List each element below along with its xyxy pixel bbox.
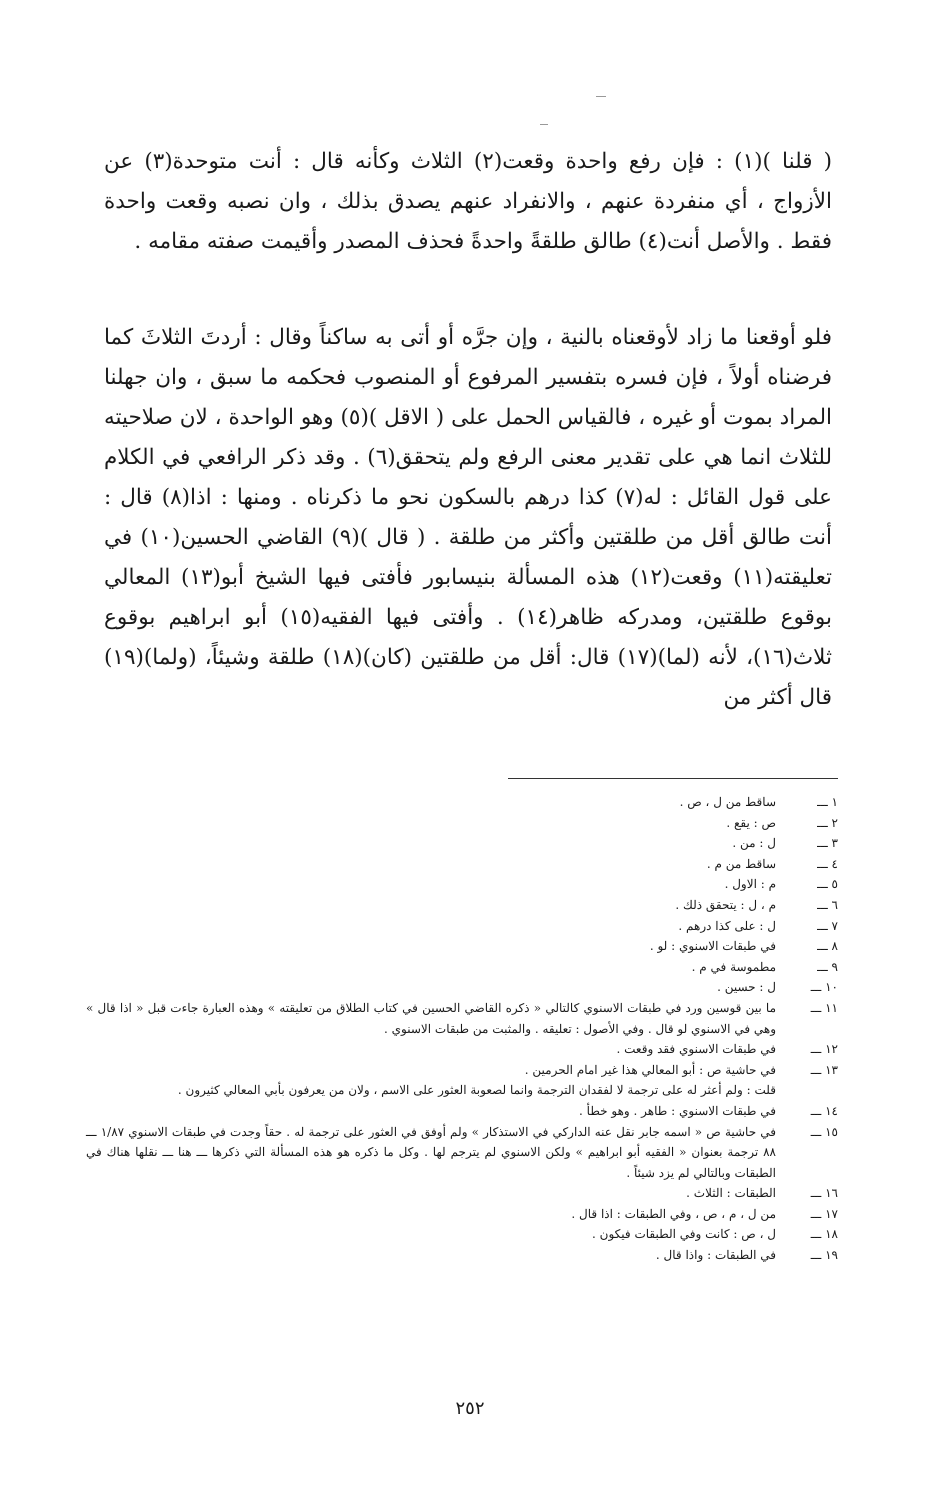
footnote <box>86 936 838 957</box>
footnote-text: م : الاول . <box>724 877 776 892</box>
footnote <box>86 874 838 895</box>
footnote-text: ل ، ص : كانت وفي الطبقات فيكون . <box>592 1227 776 1242</box>
footnote-text: ل : حسين . <box>717 980 776 995</box>
footnote-number: ٥ ـــ <box>817 877 838 892</box>
footnote <box>86 998 838 1039</box>
footnote-number: ١١ ـــ <box>810 1000 838 1015</box>
footnote-text: في طبقات الاسنوي : لو . <box>649 939 776 954</box>
footnote-number: ١٨ ـــ <box>810 1227 838 1242</box>
footnote <box>86 916 838 937</box>
footnote-number: ٣ ـــ <box>817 836 838 851</box>
footnote-number: ٦ ـــ <box>817 897 838 912</box>
footnote <box>86 1122 838 1184</box>
paragraph-2: فلو أوقعنا ما زاد لأوقعناه بالنية ، وإن جرَّه أو أتى به ساكناً وقال : أردتَ الثلاثَ كما فرضناه أولاً ، فإن فسره بتفسير المرفوع أو المنصوب فحكمه ما سبق ، وان جهلنا المراد بموت أو غيره ، فالقياس الحمل على ( الاقل )(٥) وهو الواحدة ، لان صلاحيته للثلاث انما هي على تقدير معنى الرفع ولم يتحقق(٦) . وقد ذكر الرافعي في الكلام على قول القائل : له(٧) كذا درهم بالسكون نحو ما ذكرناه . ومنها : اذا(٨) قال : أنت طالق أقل من طلقتين وأكثر من طلقة . ( قال )(٩) القاضي الحسين(١٠) في تعليقته(١١) وقعت(١٢) هذه المسألة بنيسابور فأفتى فيها الشيخ أبو(١٣) المعالي بوقوع طلقتين، ومدركه ظاهر(١٤) . وأفتى فيها الفقيه(١٥) أبو ابراهيم بوقوع ثلاث(١٦)، لأنه (لما)(١٧) قال: أقل من طلقتين (كان)(١٨) طلقة وشيئاً، (ولما)(١٩) قال أكثر من <box>104 325 833 710</box>
footnote-text: مطموسة في م . <box>691 959 776 974</box>
footnote-continuation: قلت : ولم أعثر له على ترجمة لا لفقدان الترجمة وانما لصعوبة العثور على الاسم ، ولان من يعرفون بأبي المعالي كثيرون . <box>177 1083 776 1098</box>
footnote-number: ١٣ ـــ <box>810 1062 838 1077</box>
footnote <box>86 1060 838 1081</box>
footnote-text: ل : على كذا درهم . <box>678 918 776 933</box>
footnote <box>86 813 838 834</box>
footnote <box>86 1245 838 1266</box>
footnote-number: ١٠ ـــ <box>810 980 838 995</box>
footnote <box>86 792 838 813</box>
footnote-text: الطبقات : الثلاث . <box>686 1186 776 1201</box>
footnote-number: ١٦ ـــ <box>810 1186 838 1201</box>
footnote-text: م ، ل : يتحقق ذلك . <box>675 897 776 912</box>
footnote <box>86 977 838 998</box>
footnote-text: في طبقات الاسنوي : طاهر . وهو خطأ . <box>579 1103 776 1118</box>
footnote-number: ٩ ـــ <box>817 959 838 974</box>
footnotes <box>86 792 838 1266</box>
page-number: ٢٥٢ <box>455 1398 485 1419</box>
paragraph-1: ( قلنا )(١) : فإن رفع واحدة وقعت(٢) الثلاث وكأنه قال : أنت متوحدة(٣) عن الأزواج ، أي منفردة عنهم ، والانفراد عنهم يصدق بذلك ، وان نصبه وقعت واحدة فقط . والأصل أنت(٤) طالق طلقةً واحدةً فحذف المصدر وأقيمت صفته مقامه . <box>104 149 832 254</box>
footnote-number: ٧ ـــ <box>817 918 838 933</box>
footnote <box>86 1224 838 1245</box>
footnote-text: ما بين قوسين ورد في طبقات الاسنوي كالتالي « ذكره القاضي الحسين في كتاب الطلاق من تعليقته » وهذه العبارة جاءت قبل « اذا قال » وهي في الاسنوي لو قال . وفي الأصول : تعليقه . والمثبت من طبقات الاسنوي . <box>86 1000 776 1036</box>
footnote <box>86 833 838 854</box>
footnote-number: ١٧ ـــ <box>810 1206 838 1221</box>
footnote-text: من ل ، م ، ص ، وفي الطبقات : اذا قال . <box>571 1206 776 1221</box>
footnote-text: في حاشية ص « اسمه جابر نقل عنه الداركي في الاستذكار » ولم أوفق في العثور على ترجمة له . حقاً وجدت في طبقات الاسنوي ١/٨٧ ـــ ٨٨ ترجمة بعنوان « الفقيه أبو ابراهيم » ولكن الاسنوي لم يترجم لها . وكل ما ذكره هو هذه المسألة التي ذكرها ـــ هنا ـــ نقلها هناك في الطبقات وبالتالي لم يزد شيئاً . <box>86 1124 777 1180</box>
footnote <box>86 957 838 978</box>
footnote-text: في الطبقات : واذا قال . <box>655 1248 776 1263</box>
footnote-number: ٨ ـــ <box>817 939 838 954</box>
footnote <box>86 1101 838 1122</box>
footnote-divider <box>508 778 838 779</box>
footnote-number: ١٥ ـــ <box>810 1124 838 1139</box>
footnote-text: في طبقات الاسنوي فقد وقعت . <box>616 1042 776 1057</box>
scan-mark <box>540 124 548 125</box>
footnote-text: في حاشية ص : أبو المعالي هذا غير امام الحرمين . <box>524 1062 776 1077</box>
footnote-number: ٢ ـــ <box>817 815 838 830</box>
footnote-text: ساقط من ل ، ص . <box>679 795 776 809</box>
footnote-number: ٤ ـــ <box>817 856 838 871</box>
scan-mark <box>596 96 606 97</box>
footnote <box>86 854 838 875</box>
footnote-number: ١٤ ـــ <box>810 1103 838 1118</box>
footnote <box>86 1183 838 1204</box>
footnote-number: ١٢ ـــ <box>810 1042 838 1057</box>
footnote-number: ١ ـــ <box>817 795 838 809</box>
footnote-text: ل : من . <box>732 836 776 851</box>
footnote <box>86 1204 838 1225</box>
footnote <box>86 895 838 916</box>
footnote-text: ص : يقع . <box>726 815 776 830</box>
footnote-text: ساقط من م . <box>706 856 776 871</box>
footnote-number: ١٩ ـــ <box>810 1248 838 1263</box>
footnote <box>86 1039 838 1060</box>
